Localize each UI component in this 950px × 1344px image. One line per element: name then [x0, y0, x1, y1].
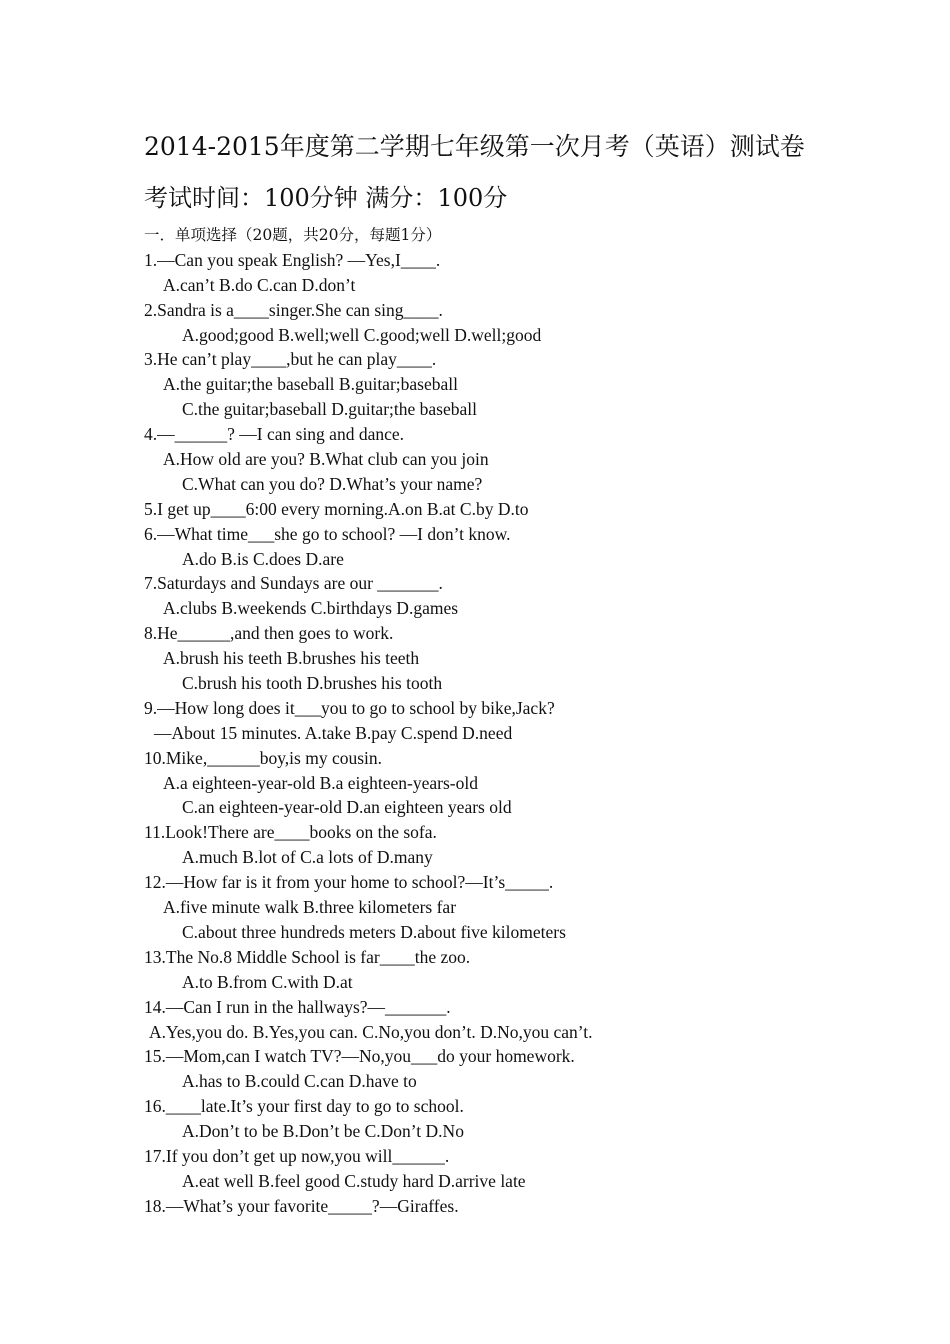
- question-line: 12.—How far is it from your home to school?—It’s_____.: [144, 872, 554, 893]
- question-line: 6.—What time___she go to school? —I don’t know.: [144, 523, 511, 544]
- question-line: 15.—Mom,can I watch TV?—No,you___do your homework.: [144, 1046, 575, 1067]
- question-line: A.Yes,you do. B.Yes,you can. C.No,you don’t. D.No,you can’t.: [149, 1021, 593, 1042]
- question-line: A.to B.from C.with D.at: [182, 971, 353, 992]
- question-line: A.much B.lot of C.a lots of D.many: [182, 847, 433, 868]
- question-line: A.Don’t to be B.Don’t be C.Don’t D.No: [182, 1121, 464, 1142]
- question-line: C.about three hundreds meters D.about five kilometers: [182, 921, 566, 942]
- question-line: C.brush his tooth D.brushes his tooth: [182, 673, 443, 694]
- question-line: 5.I get up____6:00 every morning.A.on B.at C.by D.to: [144, 498, 529, 519]
- question-line: 16.____late.It’s your first day to go to school.: [144, 1096, 464, 1117]
- question-line: A.good;good B.well;well C.good;well D.well;good: [182, 324, 542, 345]
- question-line: 2.Sandra is a____singer.She can sing____.: [144, 299, 443, 320]
- question-line: A.How old are you? B.What club can you join: [163, 449, 489, 470]
- question-line: 18.—What’s your favorite_____?—Giraffes.: [144, 1195, 459, 1216]
- question-line: A.has to B.could C.can D.have to: [182, 1071, 417, 1092]
- question-line: 11.Look!There are____books on the sofa.: [144, 822, 437, 843]
- question-line: A.clubs B.weekends C.birthdays D.games: [163, 598, 459, 619]
- question-list: [144, 223, 924, 1219]
- question-line: 8.He______,and then goes to work.: [144, 623, 394, 644]
- question-line: A.a eighteen-year-old B.a eighteen-years-old: [163, 772, 478, 793]
- question-line: 9.—How long does it___you to go to school by bike,Jack?: [144, 697, 555, 718]
- question-line: A.five minute walk B.three kilometers far: [163, 897, 457, 918]
- question-line: 4.—______? —I can sing and dance.: [144, 424, 404, 445]
- question-line: A.do B.is C.does D.are: [182, 548, 344, 569]
- question-line: A.can’t B.do C.can D.don’t: [163, 274, 356, 295]
- question-line: 17.If you don’t get up now,you will______.: [144, 1145, 450, 1166]
- exam-subtitle: 考试时间：100分钟 满分：100分: [144, 184, 508, 212]
- question-line: A.the guitar;the baseball B.guitar;baseball: [163, 374, 458, 395]
- question-line: 10.Mike,______boy,is my cousin.: [144, 747, 383, 768]
- question-line: A.eat well B.feel good C.study hard D.arrive late: [182, 1170, 526, 1191]
- question-line: C.What can you do? D.What’s your name?: [182, 473, 483, 494]
- section-heading: 一．单项选择（20题，共20分，每题1分）: [144, 226, 442, 244]
- question-line: —About 15 minutes. A.take B.pay C.spend D.need: [154, 722, 513, 743]
- question-line: 3.He can’t play____,but he can play____.: [144, 349, 437, 370]
- question-line: C.the guitar;baseball D.guitar;the baseball: [182, 399, 477, 420]
- question-line: 14.—Can I run in the hallways?—_______.: [144, 996, 451, 1017]
- question-line: 1.—Can you speak English? —Yes,I____.: [144, 249, 441, 270]
- question-line: 7.Saturdays and Sundays are our _______.: [144, 573, 443, 594]
- question-line: A.brush his teeth B.brushes his teeth: [163, 648, 420, 669]
- exam-title: 2014-2015年度第二学期七年级第一次月考（英语）测试卷: [144, 132, 805, 161]
- question-line: C.an eighteen-year-old D.an eighteen years old: [182, 797, 512, 818]
- question-line: 13.The No.8 Middle School is far____the zoo.: [144, 946, 471, 967]
